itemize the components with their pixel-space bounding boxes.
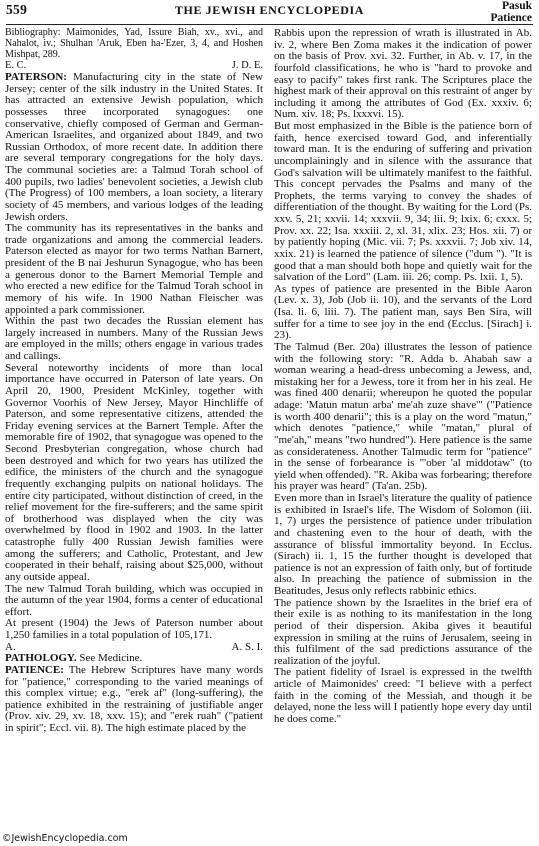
right-column: [274, 28, 532, 726]
paterson-p5: The new Talmud Torah building, which was occupied in the autumn of the year 1904, forms a center of educational effort.: [5, 582, 263, 618]
paterson-article: [5, 72, 263, 223]
pathology-heading: PATHOLOGY.: [5, 652, 77, 665]
running-title: THE JEWISH ENCYCLOPEDIA: [174, 3, 365, 17]
left-column: [5, 28, 263, 735]
patience-article: [5, 665, 263, 735]
bib-sig-right: J. D. E.: [231, 60, 263, 72]
header-rule: [6, 24, 533, 25]
patience-p1: The Hebrew Scriptures have many words for "patience," corresponding to the varied meanings of this complex virtue; e.g., "erek af" (long-suffering), the patience exhibited in the restraining of justifiable anger (Prov. xiv. 29, xv. 18, xxv. 15); and "erek ruah" ("patient in spirit"; Eccl. vii. 8). The high estimate placed by the: [5, 663, 263, 735]
right-p1: Rabbis upon the repression of wrath is illustrated in Ab. iv. 2, where Ben Zoma makes it the indication of power on the basis of Prov. xvi. 32. Further, in Ab. v. 17, in the fourfold classifications, he who is "hard to provoke and easy to pacify" takes first rank. The Scriptures place the highest mark of their approval on this restraint of anger by including it among the attributes of God (Ex. xxxiv. 6; Num. xiv. 18; Ps. lxxxvi. 15).: [274, 27, 532, 121]
right-p4: The Talmud (Ber. 20a) illustrates the lesson of patience with the following story: "R. Adda b. Ahabah saw a woman wearing a head-dress unbecoming a Jewess, and, mistaking her for a Jewess, tore it from her in his zeal. He was fined 400 denarii; whereupon he quoted the popular adage: 'Matun matun arba' me'ah zuze shave'" ("Patience is worth 400 denarii"; this is a play on the word "matun," which denotes "patience," while "matan," plural of "me'ah," means "two hundred"). Here patience is the same as considerateness. Another Talmudic term for "patience" in the sense of forbearance is "'ober 'al middotaw" (to yield when offended). "R. Akiba was forbearing; therefore his prayer was heard" (Ta'an. 25b).: [274, 340, 532, 493]
paterson-p3: Within the past two decades the Russian element has largely increased in numbers. Many of the Russian Jews are employed in the mills; others engage in various trades and callings.: [5, 315, 263, 363]
paterson-heading: PATERSON:: [5, 71, 67, 84]
page-header: [0, 0, 539, 22]
right-p2: But most emphasized in the Bible is the patience born of faith, hence exercised toward God, and inferentially toward man. It is the enduring of suffering and privation uncomplainingly and in silence with the assurance that God's salvation will be ultimately manifest to the faithful. This concept pervades the Psalms and many of the Prophets, the terms varying to convey the shades of differentiation of the thought. By waiting for the Lord (Ps. xxv. 5, 21; xxvii. 14; xxxvii. 9, 34; lii. 9; lxix. 6; cxxx. 5; Prov. xx. 22; Isa. xxxiii. 2, xl. 31, xlix. 23; Hos. xii. 7) or by patiently hoping (Mic. vii. 7; Ps. xxxvii. 7; Job xiv. 14, xxix. 21) is learned the patience of silence ("dum "). "It is good that a man should both hope and quietly wait for the salvation of the Lord" (Lam. iii. 26; comp. Ps. lxii. 1, 5).: [274, 120, 532, 284]
right-p5: Even more than in Israel's literature the quality of patience is exhibited in Israel's life. The Wisdom of Solomon (iii. 1, 7) urges the persistence of patience under tribulation and chastening even to the hour of death, with the assurance of blissful immortality beyond. In Ecclus. (Sirach) ii. 1, 15 the further thought is developed that patience is not an expression of faith only, but of fortitude also. In preaching the patience of submission in the Beatitudes, Jesus only reflects rabbinic ethics.: [274, 492, 532, 597]
catchword-top: Pasuk: [501, 0, 532, 12]
right-p7: The patient fidelity of Israel is expressed in the twelfth article of Maimonides' creed: "I believe with a perfect faith in the coming of the Messiah, and though it be delayed, none the less will I patiently hope every day until he does come.": [274, 666, 532, 725]
catchword-bottom: Patience: [490, 12, 532, 24]
right-p6: The patience shown by the Israelites in the brief era of their exile is as nothing to its manifestation in the long period of their dispersion. Akiba gives it beautiful expression in smiling at the ruins of Jerusalem, seeing in this fulfilment of the sad predictions assurance of the realization of the joyful.: [274, 596, 532, 667]
page-number: 559: [6, 2, 28, 17]
paterson-p4: Several noteworthy incidents of more than local importance have occurred in Paterson of late years. On April 20, 1900, President McKinley, together with Governor Voorhis of New Jersey, Mayor Hinchliffe of Paterson, and some representative citizens, attended the Friday evening services at the Barnert Temple. After the memorable fire of 1902, that synagogue was opened to the Second Presbyterian congregation, whose church had been destroyed and which for two years has utilized the edifice, the ministers of the church and the synagogue frequently exchanging pulpits on national holidays. The entire city participated, without distinction of creed, in the relief movement for the fire-sufferers; and the same spirit of brotherhood was displayed when the city was overwhelmed by flood in 1902 and 1903. In the latter catastrophe fully 400 Russian Jewish families were among the sufferers; and Catholic, Protestant, and Jew cooperated in their behalf, raising about $25,000, without any outside appeal.: [5, 361, 263, 583]
bib-sig-left: E. C.: [5, 60, 27, 72]
paterson-p1: Manufacturing city in the state of New Jersey; center of the silk industry in the United States. It has attracted an extensive Jewish population, which possesses three incorporated synagogues: one conservative, chiefly composed of German and German-American Israelites, and organized about 1849, and two Russian Orthodox, of more recent date. In addition there are several temporary congregations for the holy days. The communal societies are: a Talmud Torah school of 400 pupils, two ladies' benevolent societies, a Jewish club (The Progress) of 100 members, a loan society, a literary society of 45 members, and various lodges of the leading Jewish orders.: [5, 71, 263, 223]
pathology-text: See Medicine.: [79, 652, 143, 665]
paterson-p6: At present (1904) the Jews of Paterson number about 1,250 families in a total population of 105,171.: [5, 617, 263, 642]
patience-heading: PATIENCE:: [5, 663, 64, 676]
paterson-sig-left: A.: [5, 640, 16, 653]
bibliography: Bibliography: Maimonides, Yad, Issure Biah, xv., xvi., and Nahalot, iv.; Shulhan 'Aruk, Eben ha-'Ezer, 3, 4, and Hoshen Mishpat, 289.: [5, 27, 263, 60]
catchwords: [490, 0, 532, 24]
right-p3: As types of patience are presented in the Bible Aaron (Lev. x. 3), Job (Job ii. 10), and the servants of the Lord (Isa. li. 6, liii. 7). The patient man, says Ben Sira, will suffer for a time to see joy in the end (Ecclus. [Sirach] i. 23).: [274, 282, 532, 342]
site-credit: ©JewishEncyclopedia.com: [2, 833, 128, 844]
paterson-p2: The community has its representatives in the banks and trade organizations and among the commercial leaders. Paterson elected as mayor for two terms Nathan Barnert, president of the B nai Jeshurun Synagogue, who has been a generous donor to the Barnert Memorial Temple and who erected a new edifice for the Talmud Torah school in memory of his wife. In 1900 Nathan Fleischer was appointed a park commissioner.: [5, 222, 263, 316]
paterson-sig-right: A. S. I.: [231, 640, 263, 653]
